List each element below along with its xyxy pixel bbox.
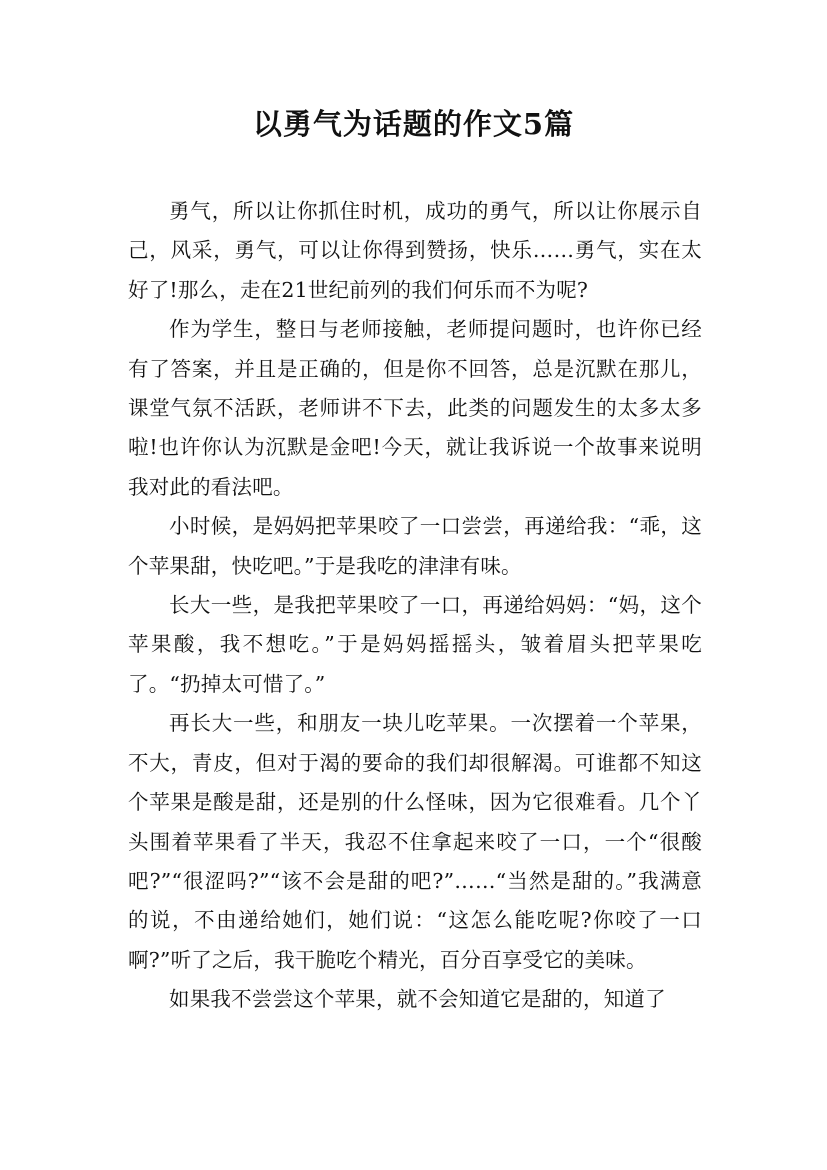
document-body	[128, 192, 702, 1020]
paragraph-1: 勇气，所以让你抓住时机，成功的勇气，所以让你展示自己，风采，勇气，可以让你得到赞扬，快乐……勇气，实在太好了!那么，走在21世纪前列的我们何乐而不为呢?	[128, 199, 702, 302]
paragraph-3: 小时候，是妈妈把苹果咬了一口尝尝，再递给我：“乖，这个苹果甜，快吃吧。”于是我吃的津津有味。	[128, 514, 702, 578]
paragraph-5: 再长大一些，和朋友一块儿吃苹果。一次摆着一个苹果，不大，青皮，但对于渴的要命的我们却很解渴。可谁都不知这个苹果是酸是甜，还是别的什么怪味，因为它很难看。几个丫头围着苹果看了半天，我忍不住拿起来咬了一口，一个“很酸吧?”“很涩吗?”“该不会是甜的吧?”……“当然是甜的。”我满意的说，不由递给她们，她们说：“这怎么能吃呢?你咬了一口啊?”听了之后，我干脆吃个精光，百分百享受它的美味。	[128, 711, 702, 972]
paragraph-2: 作为学生，整日与老师接触，老师提问题时，也许你已经有了答案，并且是正确的，但是你不回答，总是沉默在那儿，课堂气氛不活跃，老师讲不下去，此类的问题发生的太多太多啦!也许你认为沉默是金吧!今天，就让我诉说一个故事来说明我对此的看法吧。	[128, 317, 702, 499]
paragraph-6: 如果我不尝尝这个苹果，就不会知道它是甜的，知道了	[169, 987, 666, 1012]
paragraph-4: 长大一些，是我把苹果咬了一口，再递给妈妈：“妈，这个苹果酸，我不想吃。”于是妈妈摇摇头，皱着眉头把苹果吃了。“扔掉太可惜了。”	[128, 593, 702, 696]
document-title: 以勇气为话题的作文5篇	[252, 107, 575, 141]
